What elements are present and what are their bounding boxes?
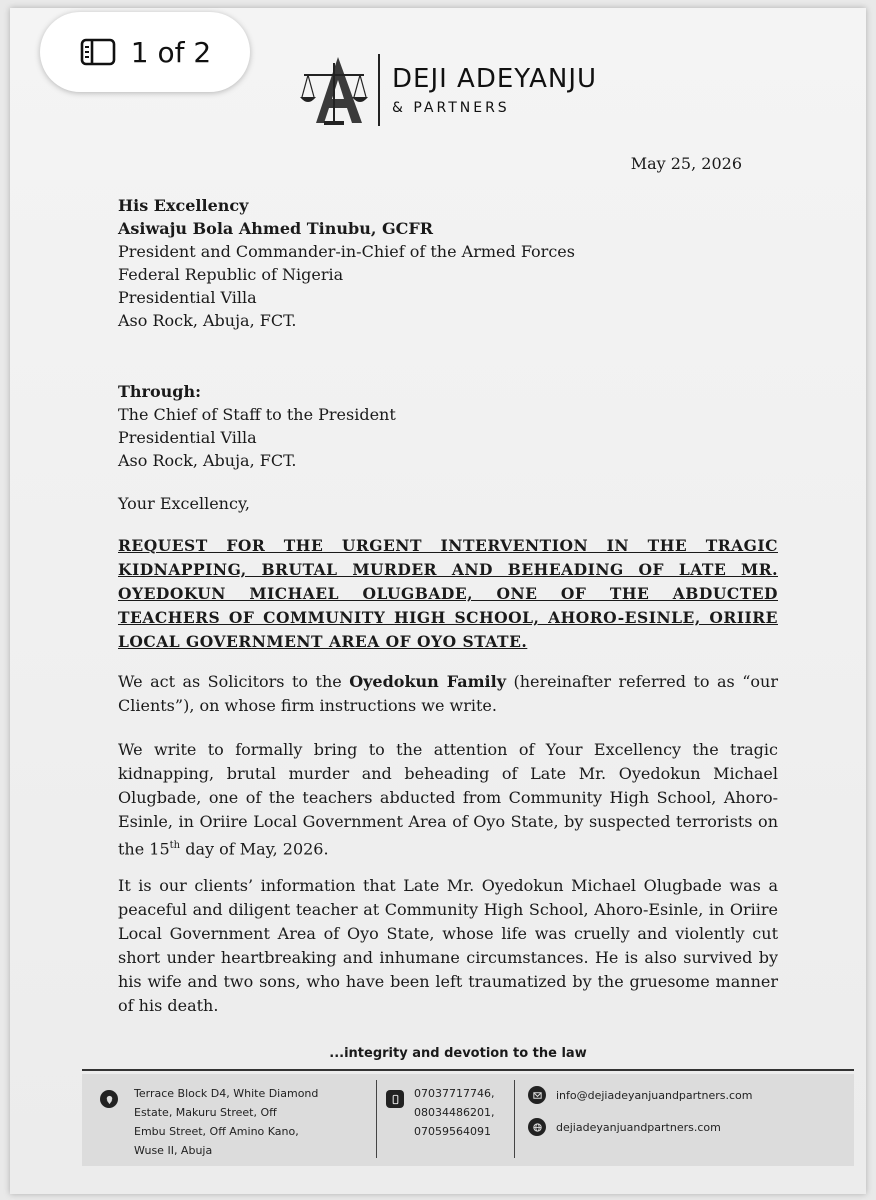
footer-address: Terrace Block D4, White Diamond Estate, Makuru Street, Off Embu Street, Off Amino Kano, Wuse II, Abuja xyxy=(134,1087,319,1157)
paragraph-3: It is our clients’ information that Late Mr. Oyedokun Michael Olugbade was a peaceful and diligent teacher at Community High School, Ahoro-Esinle, in Oriire Local Government Area of Oyo State, whose life was cruelly and violently cut short under heartbreaking and inhumane circumstances. He is also survived by his wife and two sons, who have been left traumatized by the gruesome manner of his death. xyxy=(118,876,778,1015)
through-line: Presidential Villa xyxy=(118,428,257,447)
through-block xyxy=(118,380,396,472)
footer-email: info@dejiadeyanjuandpartners.com xyxy=(556,1089,753,1102)
addressee-line: President and Commander-in-Chief of the Armed Forces xyxy=(118,242,575,261)
letter-subject: REQUEST FOR THE URGENT INTERVENTION IN THE TRAGIC KIDNAPPING, BRUTAL MURDER AND BEHEADING OF LATE MR. OYEDOKUN MICHAEL OLUGBADE, ONE OF THE ABDUCTED TEACHERS OF COMMUNITY HIGH SCHOOL, AHORO-ESINLE, ORIIRE LOCAL GOVERNMENT AREA OF OYO STATE. xyxy=(118,536,778,651)
footer-website: dejiadeyanjuandpartners.com xyxy=(556,1121,721,1134)
addressee-block xyxy=(118,194,575,332)
scales-of-justice-logo-icon xyxy=(298,53,370,127)
addressee-line: Aso Rock, Abuja, FCT. xyxy=(118,311,297,330)
letter-footer xyxy=(82,1074,854,1166)
footer-rule xyxy=(82,1069,854,1071)
footer-phones: 07037717746, 08034486201, 07059564091 xyxy=(414,1087,495,1138)
paragraph-2: We write to formally bring to the attention of Your Excellency the tragic kidnapping, brutal murder and beheading of Late Mr. Oyedokun Michael Olugbade, one of the teachers abducted from Community High School, Ahoro-Esinle, in Oriire Local Government Area of Oyo State, by suspected terrorists on the 15th day of May, 2026. xyxy=(118,740,778,859)
footer-divider xyxy=(376,1080,377,1158)
document-pages-icon xyxy=(79,37,117,67)
addressee-line: Presidential Villa xyxy=(118,288,257,307)
email-icon xyxy=(528,1086,546,1104)
firm-motto: ...integrity and devotion to the law xyxy=(329,1046,587,1061)
location-pin-icon xyxy=(100,1090,118,1108)
firm-name: DEJI ADEYANJU xyxy=(392,64,598,94)
salutation: Your Excellency, xyxy=(118,494,250,513)
addressee-line: Federal Republic of Nigeria xyxy=(118,265,344,284)
through-label: Through: xyxy=(118,382,201,401)
phone-icon xyxy=(386,1090,404,1108)
globe-icon xyxy=(528,1118,546,1136)
letterhead-logo xyxy=(298,50,597,130)
firm-subtitle: & PARTNERS xyxy=(392,100,510,116)
through-line: The Chief of Staff to the President xyxy=(118,405,396,424)
page-indicator[interactable] xyxy=(40,12,250,92)
addressee-line: His Excellency xyxy=(118,196,249,215)
paragraph-1: We act as Solicitors to the Oyedokun Family (hereinafter referred to as “our Clients”), on whose firm instructions we write. xyxy=(118,672,778,715)
through-line: Aso Rock, Abuja, FCT. xyxy=(118,451,297,470)
letter-page xyxy=(10,8,866,1194)
addressee-line: Asiwaju Bola Ahmed Tinubu, GCFR xyxy=(118,219,434,238)
page-count-label: 1 of 2 xyxy=(130,35,212,69)
logo-divider xyxy=(378,54,380,126)
footer-divider xyxy=(514,1080,515,1158)
client-name: Oyedokun Family xyxy=(349,672,506,691)
letter-date: May 25, 2026 xyxy=(630,154,742,173)
